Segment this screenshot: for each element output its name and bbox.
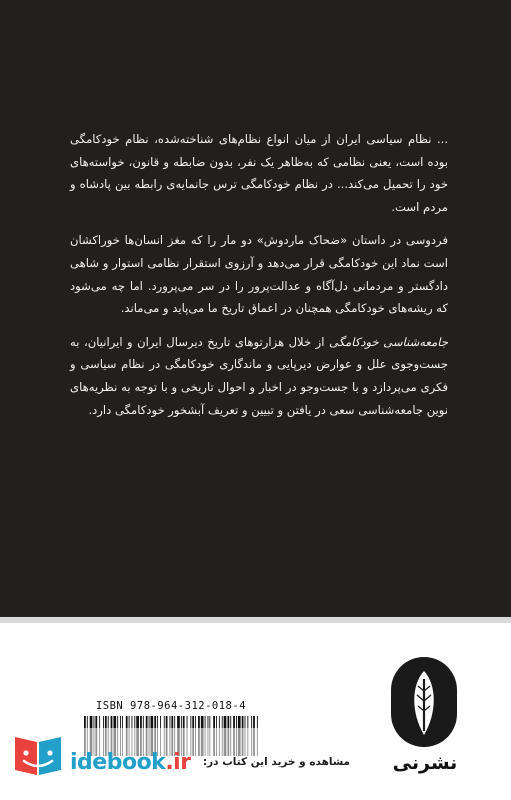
watermark-brand-tld: .ir	[165, 750, 191, 775]
blurb-paragraph-3-rest: از خلال هزارتوهای تاریخ دیرسال ایران و ایرانیان، به جست‌وجوی علل و عوارض دیرپایی و ماندگاری خودکامگی در نظام سیاسی و فکری می‌پردازد و با جست‌وجو در اخبار و احوال تاریخی و با توجه به نظریه‌های نوین جامعه‌شناسی سعی در یافتن و تبیین و تعریف آبشخور خودکامگی دارد.	[70, 334, 448, 417]
publisher-name: نشرنی	[392, 752, 458, 774]
book-title-inline: جامعه‌شناسی خودکامگی	[329, 334, 449, 349]
blurb-paragraph-2: فردوسی در داستان «ضحاک ماردوش» دو مار را که مغز انسان‌ها خوراکشان است نماد این خودکامگی قرار می‌دهد و آرزوی استقرار نظامی استوار و شاهی دادگستر و مردمانی دل‌آگاه و عدالت‌پرور را در سر می‌پرورد. اما چه می‌شود که ریشه‌های خودکامگی همچنان در اعماق تاریخ ما می‌پاید و می‌ماند.	[70, 233, 448, 316]
publisher-logo	[389, 655, 459, 749]
watermark-brand-name: idebook	[70, 750, 166, 775]
watermark-brand	[70, 750, 191, 778]
blurb-paragraph-1: ... نظام سیاسی ایران از میان انواع نظام‌های شناخته‌شده، نظام خودکامگی بوده است، یعنی نظامی که به‌ظاهر یک نفر، بدون ضابطه و قانون، خواسته‌های خود را تحمیل می‌کند... در نظام خودکامگی ترس جانمایه‌ی رابطه بین پادشاه و مردم است.	[70, 132, 448, 214]
book-icon	[12, 731, 64, 777]
isbn-number: ISBN 978-964-312-018-4	[95, 700, 247, 712]
watermark-caption: مشاهده و خرید این کتاب در:	[202, 756, 350, 768]
blurb-paragraph-3	[70, 331, 448, 421]
blurb-text	[70, 128, 448, 432]
